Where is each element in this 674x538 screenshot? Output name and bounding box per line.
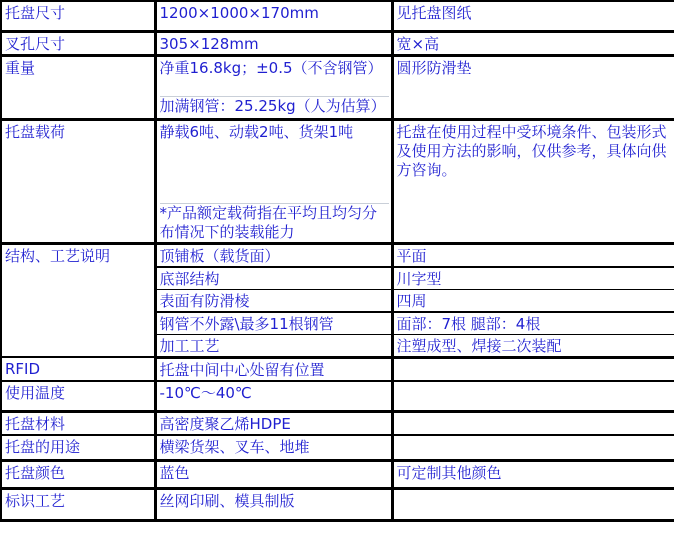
table-row (1, 412, 674, 436)
row-label: 托盘载荷 (1, 119, 155, 243)
row-value: -10℃～40℃ (155, 381, 392, 412)
row-note (392, 435, 674, 460)
table-row (1, 381, 674, 412)
row-value: 蓝色 (155, 460, 392, 488)
table-row (1, 243, 674, 267)
row-note: 注塑成型、焊接二次装配 (392, 334, 674, 357)
row-value: 底部结构 (155, 267, 392, 290)
row-label: 托盘的用途 (1, 435, 155, 460)
row-label: 重量 (1, 55, 155, 119)
table-row (1, 357, 674, 381)
table-row (1, 488, 674, 520)
table-row (1, 119, 674, 243)
row-note: 见托盘图纸 (392, 1, 674, 31)
row-value-bottom: 加满钢管：25.25kg（人为估算） (159, 96, 386, 115)
table-row (1, 460, 674, 488)
row-value (155, 119, 392, 243)
table-row (1, 55, 674, 119)
row-value: 高密度聚乙烯HDPE (155, 412, 392, 436)
row-note: 宽×高 (392, 31, 674, 55)
table-row (1, 1, 674, 31)
table-row (1, 31, 674, 55)
row-value: 丝网印刷、模具制版 (155, 488, 392, 520)
row-label: 结构、工艺说明 (1, 243, 155, 357)
row-value-top: 静载6吨、动载2吨、货架1吨 (160, 123, 389, 204)
row-note (392, 488, 674, 520)
row-label: 叉孔尺寸 (1, 31, 155, 55)
row-value-top: 净重16.8kg；±0.5（不含钢管） (160, 59, 389, 97)
row-value: 顶铺板（载货面） (155, 243, 392, 267)
row-note (392, 381, 674, 412)
row-value: 钢管不外露\最多11根钢管 (155, 312, 392, 335)
row-label: RFID (1, 357, 155, 381)
row-note: 圆形防滑垫 (392, 55, 674, 119)
row-note: 托盘在使用过程中受环境条件、包装形式及使用方法的影响，仅供参考，具体向供方咨询。 (392, 119, 674, 243)
row-label: 托盘材料 (1, 412, 155, 436)
row-value (155, 55, 392, 119)
row-note: 平面 (392, 243, 674, 267)
row-value: 横梁货架、叉车、地堆 (155, 435, 392, 460)
row-value: 305×128mm (155, 31, 392, 55)
row-note: 四周 (392, 289, 674, 312)
row-label: 托盘颜色 (1, 460, 155, 488)
row-label: 托盘尺寸 (1, 1, 155, 31)
row-note: 川字型 (392, 267, 674, 290)
row-value: 托盘中间中心处留有位置 (155, 357, 392, 381)
table-row (1, 435, 674, 460)
row-note: 面部：7根 腿部：4根 (392, 312, 674, 335)
row-note: 可定制其他颜色 (392, 460, 674, 488)
row-note (392, 412, 674, 436)
row-note (392, 357, 674, 381)
row-value: 表面有防滑棱 (155, 289, 392, 312)
row-value: 加工工艺 (155, 334, 392, 357)
row-label: 标识工艺 (1, 488, 155, 520)
row-value-bottom: *产品额定载荷指在平均且均匀分布情况下的装载能力 (159, 203, 378, 241)
row-value: 1200×1000×170mm (155, 1, 392, 31)
row-label: 使用温度 (1, 381, 155, 412)
